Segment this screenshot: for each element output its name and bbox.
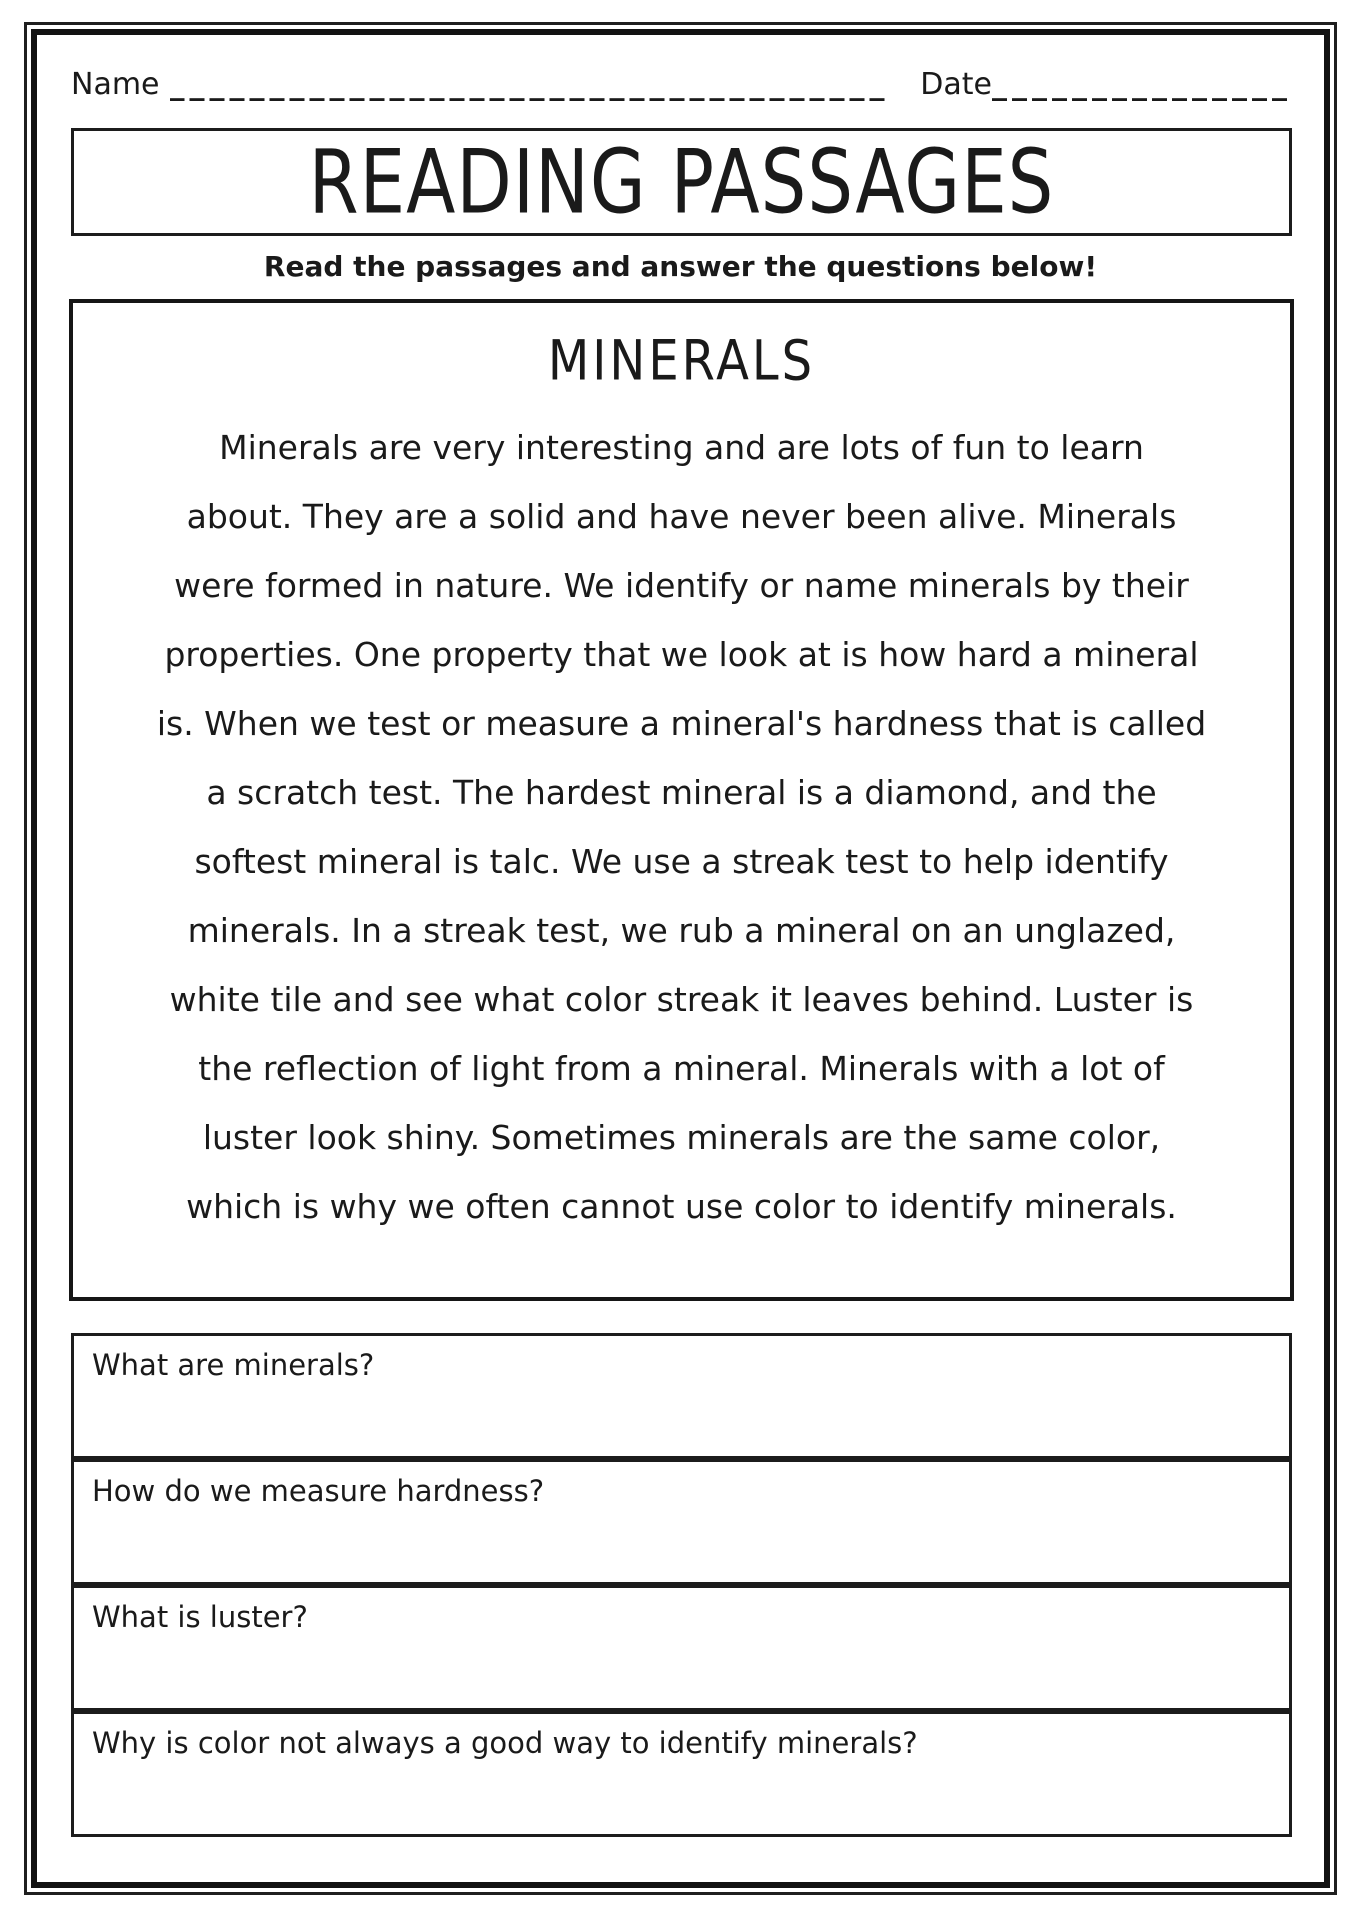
passage-line: white tile and see what color streak it leaves behind. Luster is	[169, 980, 1194, 1019]
passage-line: Minerals are very interesting and are lots of fun to learn	[219, 428, 1144, 467]
passage-line: about. They are a solid and have never been alive. Minerals	[186, 497, 1177, 536]
answer-area-4[interactable]	[74, 1768, 1289, 1834]
answer-area-3[interactable]	[74, 1642, 1289, 1708]
question-text-2: How do we measure hardness?	[92, 1474, 545, 1508]
passage-body	[73, 413, 1290, 1241]
passage-line: softest mineral is talc. We use a streak test to help identify	[194, 842, 1169, 881]
date-label: Date	[920, 67, 992, 102]
answer-area-1[interactable]	[74, 1390, 1289, 1456]
passage-line: minerals. In a streak test, we rub a mineral on an unglazed,	[187, 911, 1176, 950]
name-field[interactable]: ____________________________________	[169, 67, 890, 102]
passage-line: properties. One property that we look at is how hard a mineral	[164, 635, 1199, 674]
passage-line: the reflection of light from a mineral. Minerals with a lot of	[198, 1049, 1165, 1088]
passage-title: MINERALS	[547, 328, 816, 394]
question-box-3	[71, 1585, 1292, 1711]
passage-line: is. When we test or measure a mineral's hardness that is called	[156, 704, 1207, 743]
question-box-2	[71, 1459, 1292, 1585]
question-text-4: Why is color not always a good way to identify minerals?	[92, 1726, 918, 1760]
name-label: Name	[71, 67, 160, 102]
title-box	[71, 128, 1292, 236]
passage-line: luster look shiny. Sometimes minerals are the same color,	[202, 1118, 1161, 1157]
date-field[interactable]: _______________	[992, 67, 1292, 102]
question-text-3: What is luster?	[92, 1600, 308, 1634]
instructions-text: Read the passages and answer the questions below!	[263, 250, 1098, 283]
answer-area-2[interactable]	[74, 1516, 1289, 1582]
name-group	[71, 67, 890, 102]
passage-line: were formed in nature. We identify or name minerals by their	[174, 566, 1189, 605]
questions-section	[71, 1333, 1292, 1837]
passage-line: which is why we often cannot use color to identify minerals.	[186, 1187, 1177, 1226]
passage-box	[69, 299, 1294, 1301]
page-border-outer	[24, 22, 1337, 1895]
question-box-1	[71, 1333, 1292, 1459]
passage-line: a scratch test. The hardest mineral is a diamond, and the	[206, 773, 1157, 812]
name-date-row	[71, 67, 1292, 102]
question-box-4	[71, 1711, 1292, 1837]
question-text-1: What are minerals?	[92, 1348, 375, 1382]
page-title: READING PASSAGES	[308, 130, 1055, 234]
date-group	[920, 67, 1292, 102]
page-border-inner	[31, 29, 1330, 1888]
